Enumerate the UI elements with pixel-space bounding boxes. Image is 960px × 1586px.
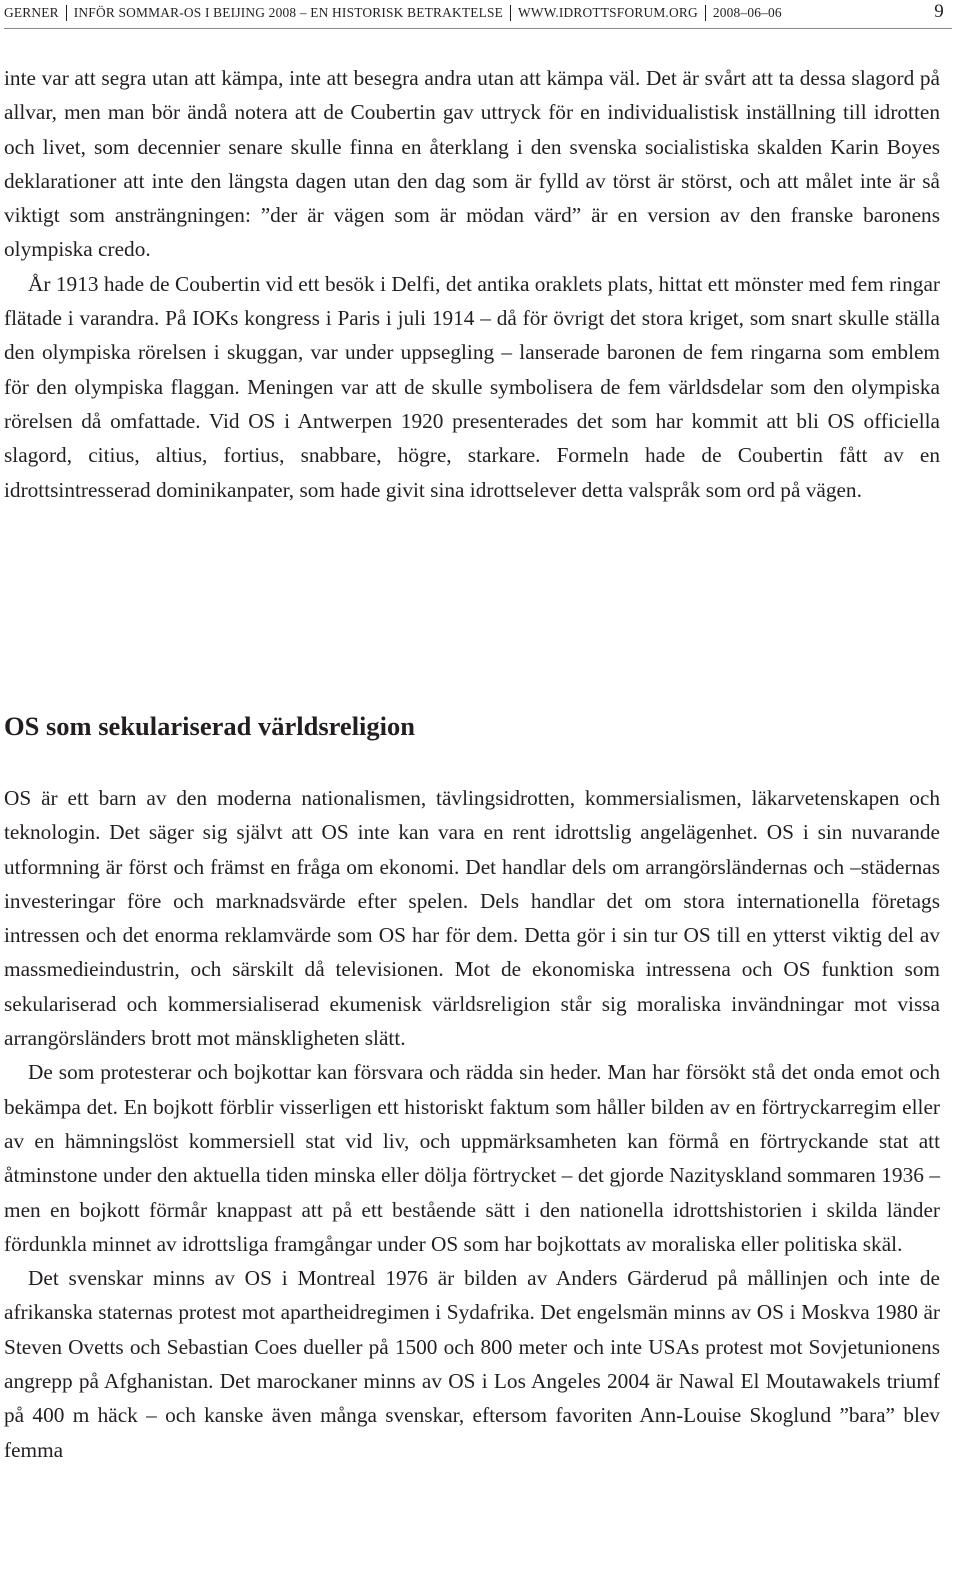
body-paragraph: År 1913 hade de Coubertin vid ett besök i Delfi, det antika oraklets plats, hittat ett mönster med fem ringar flätade i varandra. På IOKs kongress i Paris i juli 1914 – då för övrigt det stora kriget, som snart skulle ställa den olympiska rörelsen i skuggan, var under uppsegling – lanserade baronen de fem ringarna som emblem för den olympiska flaggan. Meningen var att de skulle symbolisera de fem världsdelar som den olympiska rörelsen då omfattade. Vid OS i Antwerpen 1920 presenterades det som har kommit att bli OS officiella slagord, citius, altius, fortius, snabbare, högre, starkare. Formeln hade de Coubertin fått av en idrottsintresserad dominikanpater, som hade givit sina idrottselever detta valspråk som ord på vägen. [4,271,940,502]
header-separator [66,5,67,21]
body-paragraph: OS är ett barn av den moderna nationalismen, tävlingsidrotten, kommersialismen, läkarvetenskapen och teknologin. Det säger sig självt att OS inte kan vara en rent idrottslig angelägenhet. OS i sin nuvarande utformning är först och främst en fråga om ekonomi. Det handlar dels om arrangörsländernas och –städernas investeringar före och marknadsvärde efter spelen. Dels handlar det om stora internationella företags intressen och det enorma reklamvärde som OS har för dem. Detta gör i sin tur OS till en ytterst viktig del av massmedieindustrin, och särskilt då televisionen. Mot de ekonomiska intressena och OS funktion som sekulariserad och kommersialiserad ekumenisk världsreligion står sig moraliska invändningar mot vissa arrangörsländers brott mot mänskligheten slätt. [4,786,940,1051]
body-paragraph: inte var att segra utan att kämpa, inte att besegra andra utan att kämpa väl. Det är svårt att ta dessa slagord på allvar, men man bör ändå notera att de Coubertin gav uttryck för en individualistisk inställning till idrotten och livet, som decennier senare skulle finna en återklang i den svenska socialistiska skalden Karin Boyes deklarationer att inte den längsta dagen utan den dag som är fylld av törst är störst, och att målet inte är så viktigt som ansträngningen: ”der är vägen som är mödan värd” är en version av den franske baronens olympiska credo. [4,66,940,262]
header-article-title: INFÖR SOMMAR-OS I BEIJING 2008 – EN HISTORISK BETRAKTELSE [73,5,504,20]
section-heading: OS som sekulariserad världsreligion [4,711,416,741]
running-header [4,1,952,29]
intro-text [4,61,940,507]
header-author: GERNER [4,5,59,20]
page-number: 9 [934,1,944,22]
body-paragraph: Det svenskar minns av OS i Montreal 1976 är bilden av Anders Gärderud på mållinjen och inte de afrikanska staternas protest mot apartheidregimen i Sydafrika. Det engelsmän minns av OS i Moskva 1980 är Steven Ovetts och Sebastian Coes dueller på 1500 och 800 meter och inte USAs protest mot Sovjetunionens angrepp på Afghanistan. Det marockaner minns av OS i Los Angeles 2004 är Nawal El Moutawakels triumf på 400 m häck – och kanske även många svenskar, eftersom favoriten Ann-Louise Skoglund ”bara” blev femma [4,1266,940,1462]
section-text [4,781,940,1467]
header-separator [510,5,511,21]
body-paragraph: De som protesterar och bojkottar kan försvara och rädda sin heder. Man har försökt stå det onda emot och bekämpa det. En bojkott förblir visserligen ett historiskt faktum som håller bilden av en förtryckarregim eller av en hämningslöst kommersiell stat vid liv, och uppmärksamheten kan förmå en förtryckande stat att åtminstone under den aktuella tiden minska eller dölja förtrycket – det gjorde Nazityskland sommaren 1936 – men en bojkott förmår knappast att på ett bestående sätt i den nationella idrottshistorien i skilda länder fördunkla minnet av idrottsliga framgångar under OS som har bojkottats av moraliska eller politiska skäl. [4,1060,940,1256]
header-date: 2008–06–06 [712,5,782,20]
header-separator [705,5,706,21]
header-website: WWW.IDROTTSFORUM.ORG [518,5,698,20]
